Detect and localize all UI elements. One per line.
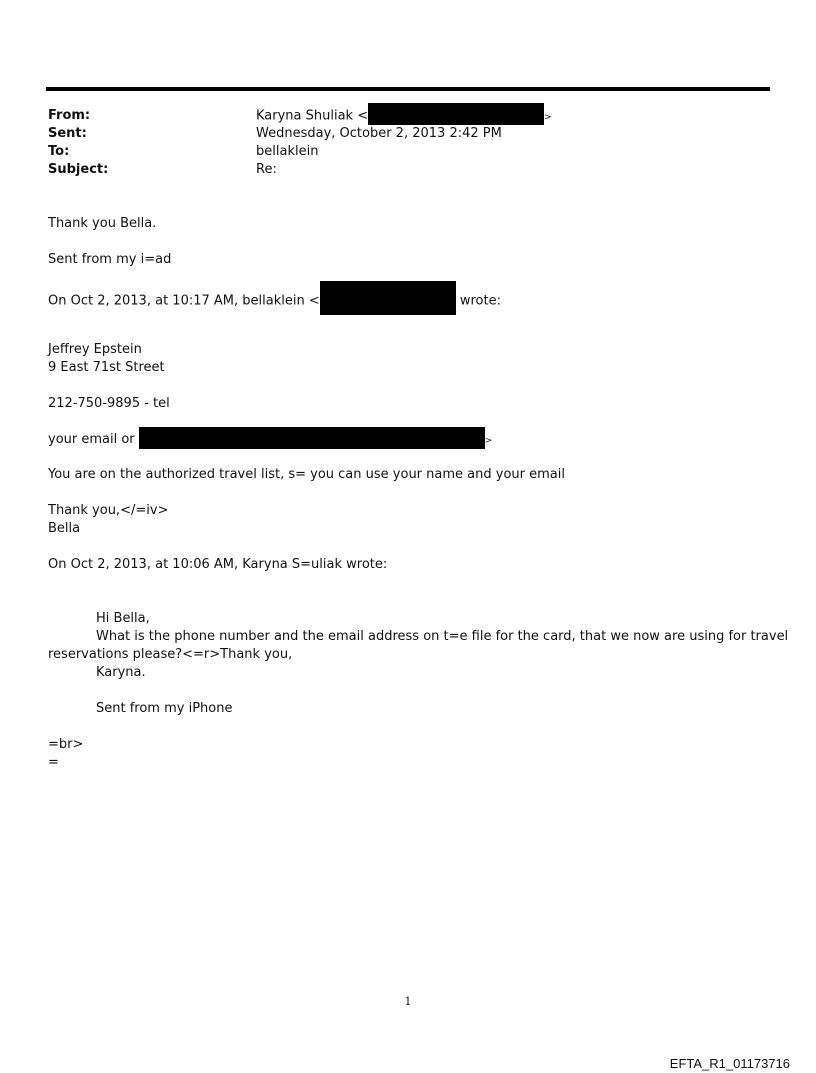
artifact-eq: = — [48, 755, 59, 770]
quote-header-1-prefix: On Oct 2, 2013, at 10:17 AM, bellaklein < — [48, 293, 320, 309]
quoted-signoff: Karyna. — [96, 665, 146, 680]
from-name: Karyna Shuliak < — [256, 108, 369, 124]
email-line — [48, 430, 492, 450]
quoted-greeting: Hi Bella, — [96, 611, 150, 626]
sent-label: Sent: — [48, 126, 87, 141]
body-line-sent-from: Sent from my i=ad — [48, 252, 172, 267]
thank-you-line: Thank you,</=iv> — [48, 503, 169, 518]
quote-header-1 — [48, 287, 501, 315]
quoted-question-cont: reservations please?<=r>Thank you, — [48, 647, 293, 662]
page-number: 1 — [404, 995, 412, 1008]
quote-header-1-suffix: wrote: — [455, 293, 501, 309]
redaction-box — [139, 427, 485, 449]
from-value — [256, 107, 552, 127]
subject-value: Re: — [256, 162, 277, 177]
quoted-sent-from: Sent from my iPhone — [96, 701, 233, 716]
quote-header-2: On Oct 2, 2013, at 10:06 AM, Karyna S=uliak wrote: — [48, 557, 388, 572]
header-rule — [46, 87, 770, 91]
to-value: bellaklein — [256, 144, 319, 159]
email-line-prefix: your email or — [48, 432, 139, 447]
travel-list-line: You are on the authorized travel list, s= you can use your name and your email — [48, 467, 565, 482]
redaction-box — [320, 281, 456, 315]
bates-number: EFTA_R1_01173716 — [669, 1056, 790, 1071]
quoted-question: What is the phone number and the email address on t=e file for the card, that we now are using for travel — [96, 629, 789, 644]
from-suffix: > — [544, 112, 552, 123]
artifact-br: =br> — [48, 737, 84, 752]
to-label: To: — [48, 144, 70, 159]
body-line-thanks: Thank you Bella. — [48, 216, 157, 231]
signature-phone: 212-750-9895 - tel — [48, 396, 170, 411]
from-label: From: — [48, 108, 91, 123]
email-line-suffix: > — [484, 436, 493, 446]
sent-value: Wednesday, October 2, 2013 2:42 PM — [256, 126, 502, 141]
signature-address: 9 East 71st Street — [48, 360, 165, 375]
subject-label: Subject: — [48, 162, 109, 177]
signature-name: Jeffrey Epstein — [48, 342, 142, 357]
bella-signoff: Bella — [48, 521, 81, 536]
redaction-box — [368, 103, 544, 125]
